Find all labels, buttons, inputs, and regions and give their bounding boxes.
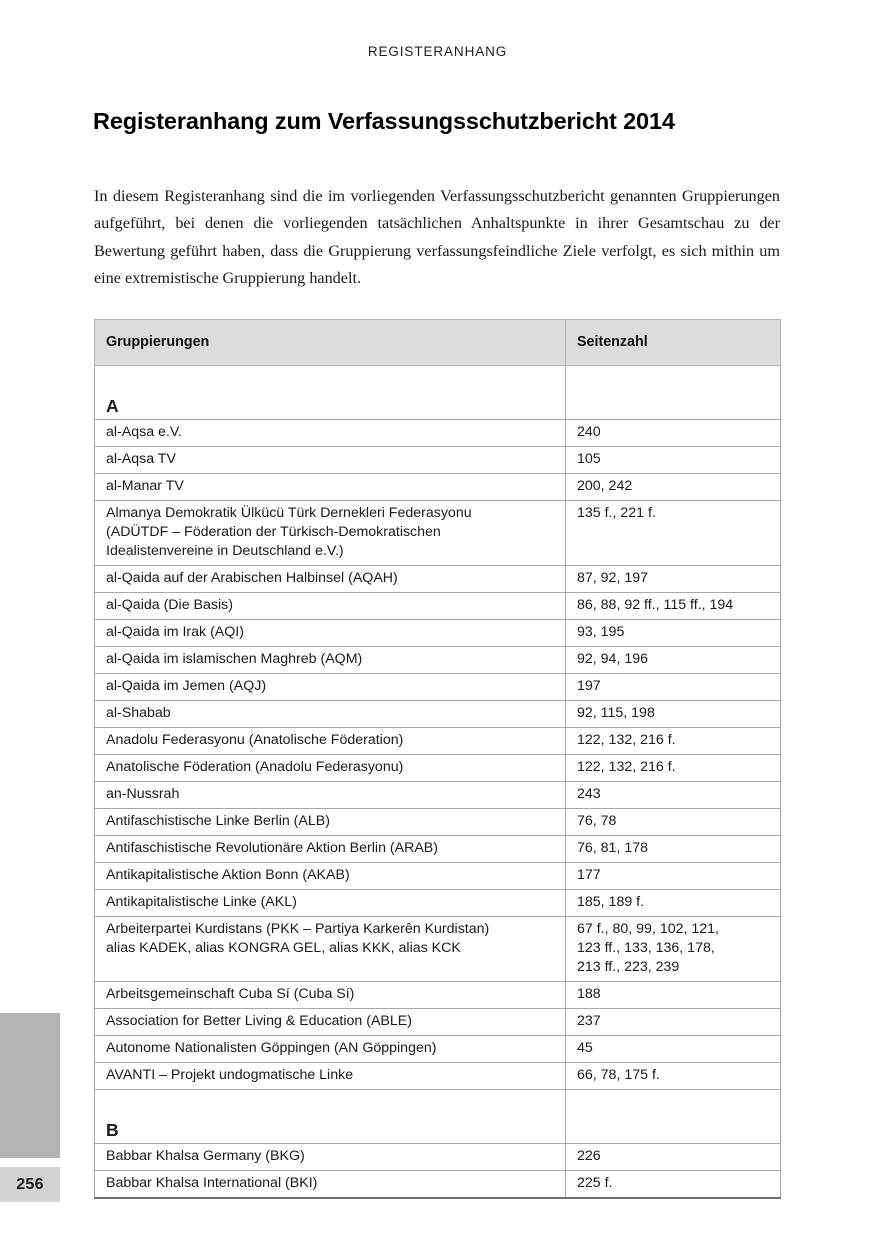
page-numbers-cell bbox=[566, 982, 781, 1009]
group-name-cell bbox=[95, 890, 566, 917]
page-numbers-cell bbox=[566, 366, 781, 420]
cell-text-line: 226 bbox=[577, 1148, 601, 1164]
page-numbers-cell bbox=[566, 1063, 781, 1090]
table-row bbox=[95, 1063, 781, 1090]
cell-text-line: al-Qaida auf der Arabischen Halbinsel (AQAH) bbox=[106, 570, 398, 586]
cell-text-line: 225 f. bbox=[577, 1175, 613, 1191]
table-row bbox=[95, 809, 781, 836]
group-name-cell bbox=[95, 728, 566, 755]
cell-text-line: al-Qaida im islamischen Maghreb (AQM) bbox=[106, 651, 363, 667]
cell-text-line: Anatolische Föderation (Anadolu Federasyonu) bbox=[106, 759, 404, 775]
cell-text-line: Idealistenvereine in Deutschland e.V.) bbox=[106, 543, 344, 559]
group-name-cell bbox=[95, 836, 566, 863]
table-row bbox=[95, 728, 781, 755]
cell-text-line: 123 ff., 133, 136, 178, bbox=[577, 940, 715, 956]
cell-text-line: 237 bbox=[577, 1013, 601, 1029]
group-name-cell bbox=[95, 755, 566, 782]
column-header-gruppierungen: Gruppierungen bbox=[95, 320, 566, 366]
cell-text-line: 67 f., 80, 99, 102, 121, bbox=[577, 921, 719, 937]
cell-text-line: 122, 132, 216 f. bbox=[577, 759, 676, 775]
page-title: Registeranhang zum Verfassungsschutzbericht 2014 bbox=[93, 108, 675, 134]
group-name-cell bbox=[95, 1144, 566, 1171]
cell-text-line: (ADÜTDF – Föderation der Türkisch-Demokratischen bbox=[106, 524, 441, 540]
group-name-cell bbox=[95, 674, 566, 701]
group-name-cell bbox=[95, 566, 566, 593]
table-row bbox=[95, 474, 781, 501]
cell-text-line: Arbeitsgemeinschaft Cuba Sí (Cuba Sí) bbox=[106, 986, 355, 1002]
group-name-cell bbox=[95, 917, 566, 982]
table-section-row bbox=[95, 1090, 781, 1144]
cell-text-line: 76, 81, 178 bbox=[577, 840, 648, 856]
cell-text-line: 213 ff., 223, 239 bbox=[577, 959, 680, 975]
cell-text-line: Almanya Demokratik Ülkücü Türk Dernekleri Federasyonu bbox=[106, 505, 472, 521]
intro-paragraph: In diesem Registeranhang sind die im vorliegenden Verfassungsschutzbericht genannten Gruppierungen aufgeführt, bei denen die vorliegenden tatsächlichen Anhaltspunkte in ihrer Gesamtschau zu der Bewertung geführt haben, dass die Gruppierung verfassungsfeindliche Ziele verfolgt, es sich mithin um eine extremistische Gruppierung handelt. bbox=[94, 187, 780, 288]
page-numbers-cell bbox=[566, 674, 781, 701]
cell-text-line: Babbar Khalsa International (BKI) bbox=[106, 1175, 318, 1191]
page-numbers-cell bbox=[566, 1036, 781, 1063]
page-numbers-cell bbox=[566, 917, 781, 982]
cell-text-line: Arbeiterpartei Kurdistans (PKK – Partiya Karkerên Kurdistan) bbox=[106, 921, 490, 937]
page-numbers-cell bbox=[566, 890, 781, 917]
page-marker-bar bbox=[0, 1013, 60, 1158]
page-numbers-cell bbox=[566, 620, 781, 647]
group-name-cell bbox=[95, 647, 566, 674]
table-row bbox=[95, 1036, 781, 1063]
table-row bbox=[95, 1144, 781, 1171]
page-numbers-cell bbox=[566, 1009, 781, 1036]
section-letter bbox=[95, 1090, 566, 1144]
cell-text-line: alias KADEK, alias KONGRA GEL, alias KKK, alias KCK bbox=[106, 940, 461, 956]
cell-text-line: Anadolu Federasyonu (Anatolische Föderation) bbox=[106, 732, 404, 748]
cell-text-line: al-Qaida im Irak (AQI) bbox=[106, 624, 244, 640]
page-number: 256 bbox=[16, 1175, 44, 1193]
group-name-cell bbox=[95, 1063, 566, 1090]
table-row bbox=[95, 566, 781, 593]
group-name-cell bbox=[95, 782, 566, 809]
cell-text-line: 87, 92, 197 bbox=[577, 570, 648, 586]
running-head: REGISTERANHANG bbox=[367, 44, 508, 59]
cell-text-line: 66, 78, 175 f. bbox=[577, 1067, 660, 1083]
cell-text-line: Antifaschistische Revolutionäre Aktion Berlin (ARAB) bbox=[106, 840, 438, 856]
cell-text-line: 200, 242 bbox=[577, 478, 633, 494]
table-header-row bbox=[95, 320, 781, 366]
group-name-cell bbox=[95, 474, 566, 501]
page-numbers-cell bbox=[566, 420, 781, 447]
cell-text-line: 135 f., 221 f. bbox=[577, 505, 656, 521]
table-row bbox=[95, 420, 781, 447]
cell-text-line: 93, 195 bbox=[577, 624, 625, 640]
cell-text-line: 92, 115, 198 bbox=[577, 705, 655, 721]
cell-text-line: 92, 94, 196 bbox=[577, 651, 648, 667]
cell-text-line: al-Manar TV bbox=[106, 478, 184, 494]
cell-text-line: 122, 132, 216 f. bbox=[577, 732, 676, 748]
table-header bbox=[95, 320, 781, 366]
cell-text-line: 188 bbox=[577, 986, 601, 1002]
group-name-cell bbox=[95, 982, 566, 1009]
group-name-cell bbox=[95, 501, 566, 566]
page-numbers-cell bbox=[566, 1171, 781, 1199]
cell-text-line: Association for Better Living & Education (ABLE) bbox=[106, 1013, 412, 1029]
cell-text-line: Antikapitalistische Aktion Bonn (AKAB) bbox=[106, 867, 350, 883]
table-row bbox=[95, 647, 781, 674]
page-numbers-cell bbox=[566, 593, 781, 620]
page-numbers-cell bbox=[566, 809, 781, 836]
cell-text-line: Antifaschistische Linke Berlin (ALB) bbox=[106, 813, 330, 829]
table-row bbox=[95, 755, 781, 782]
cell-text-line: 197 bbox=[577, 678, 601, 694]
cell-text-line: AVANTI – Projekt undogmatische Linke bbox=[106, 1067, 354, 1083]
table-section-row bbox=[95, 366, 781, 420]
cell-text-line: al-Qaida im Jemen (AQJ) bbox=[106, 678, 267, 694]
page-number-tab bbox=[0, 1167, 60, 1202]
cell-text-line: 45 bbox=[577, 1040, 593, 1056]
group-name-cell bbox=[95, 1009, 566, 1036]
page-numbers-cell bbox=[566, 863, 781, 890]
group-name-cell bbox=[95, 620, 566, 647]
cell-text-line: 243 bbox=[577, 786, 601, 802]
group-name-cell bbox=[95, 701, 566, 728]
page-numbers-cell bbox=[566, 701, 781, 728]
cell-text-line: an-Nussrah bbox=[106, 786, 180, 802]
page-numbers-cell bbox=[566, 501, 781, 566]
cell-text-line: Babbar Khalsa Germany (BKG) bbox=[106, 1148, 305, 1164]
page-numbers-cell bbox=[566, 566, 781, 593]
page-numbers-cell bbox=[566, 755, 781, 782]
page-numbers-cell bbox=[566, 647, 781, 674]
cell-text-line: al-Aqsa e.V. bbox=[106, 424, 182, 440]
cell-text-line: 240 bbox=[577, 424, 601, 440]
cell-text-line: A bbox=[106, 396, 119, 416]
table-row bbox=[95, 447, 781, 474]
cell-text-line: 105 bbox=[577, 451, 601, 467]
group-name-cell bbox=[95, 1036, 566, 1063]
cell-text-line: B bbox=[106, 1120, 119, 1140]
table-row bbox=[95, 593, 781, 620]
cell-text-line: Autonome Nationalisten Göppingen (AN Göppingen) bbox=[106, 1040, 437, 1056]
table-row bbox=[95, 701, 781, 728]
page-numbers-cell bbox=[566, 1144, 781, 1171]
cell-text-line: Antikapitalistische Linke (AKL) bbox=[106, 894, 297, 910]
group-name-cell bbox=[95, 593, 566, 620]
cell-text-line: 76, 78 bbox=[577, 813, 617, 829]
page-numbers-cell bbox=[566, 1090, 781, 1144]
cell-text-line: 177 bbox=[577, 867, 601, 883]
cell-text-line: al-Qaida (Die Basis) bbox=[106, 597, 233, 613]
column-header-seitenzahl: Seitenzahl bbox=[566, 320, 781, 366]
group-name-cell bbox=[95, 1171, 566, 1199]
group-name-cell bbox=[95, 809, 566, 836]
table-row bbox=[95, 620, 781, 647]
table-row bbox=[95, 782, 781, 809]
cell-text-line: 185, 189 f. bbox=[577, 894, 645, 910]
table-row bbox=[95, 836, 781, 863]
page-numbers-cell bbox=[566, 836, 781, 863]
table-row bbox=[95, 863, 781, 890]
cell-text-line: 86, 88, 92 ff., 115 ff., 194 bbox=[577, 597, 734, 613]
table-body bbox=[95, 366, 781, 1199]
page-numbers-cell bbox=[566, 474, 781, 501]
register-index-table bbox=[94, 319, 781, 1199]
table-row bbox=[95, 501, 781, 566]
table-row bbox=[95, 674, 781, 701]
group-name-cell bbox=[95, 863, 566, 890]
section-letter bbox=[95, 366, 566, 420]
table-row bbox=[95, 982, 781, 1009]
page-numbers-cell bbox=[566, 728, 781, 755]
page-numbers-cell bbox=[566, 782, 781, 809]
group-name-cell bbox=[95, 447, 566, 474]
table-row bbox=[95, 1009, 781, 1036]
group-name-cell bbox=[95, 420, 566, 447]
cell-text-line: al-Shabab bbox=[106, 705, 171, 721]
table-row bbox=[95, 1171, 781, 1199]
table-row bbox=[95, 917, 781, 982]
cell-text-line: al-Aqsa TV bbox=[106, 451, 176, 467]
table-row bbox=[95, 890, 781, 917]
page-numbers-cell bbox=[566, 447, 781, 474]
